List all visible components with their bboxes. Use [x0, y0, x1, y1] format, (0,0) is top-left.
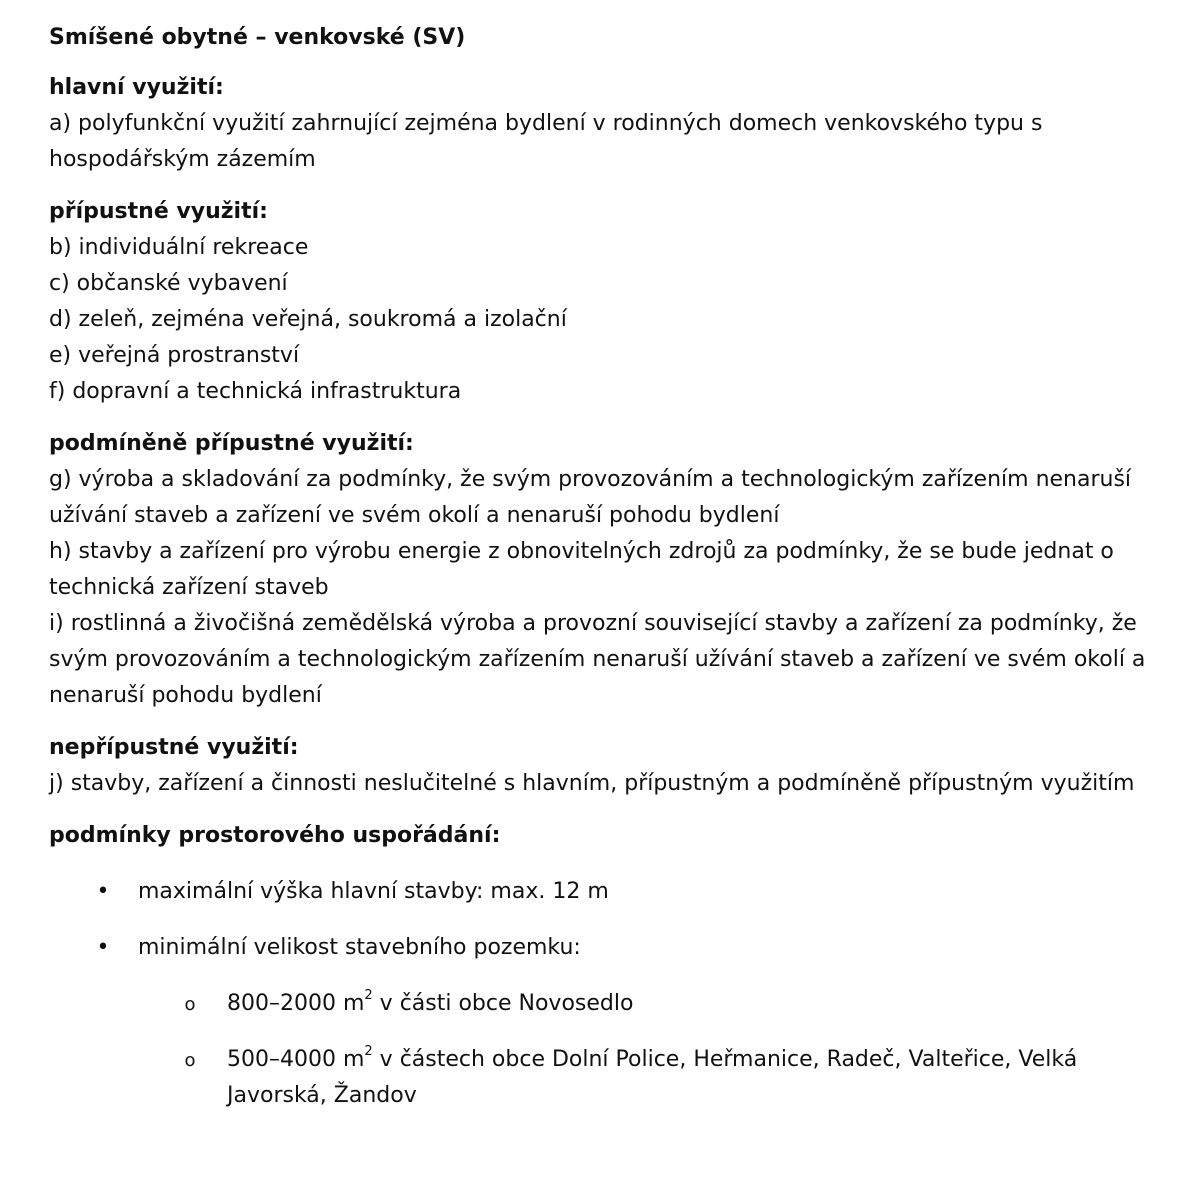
- list-item: [49, 1042, 1178, 1114]
- plot-size-novosedlo-range: 800–2000 m: [227, 991, 365, 1016]
- min-plot-size-text: minimální velikost stavebního pozemku:: [138, 935, 581, 960]
- prohibited-use-item-j: j) stavby, zařízení a činnosti neslučitelné s hlavním, přípustným a podmíněně přípustným využitím: [49, 771, 1135, 796]
- permitted-use-item-e: e) veřejná prostranství: [49, 343, 300, 368]
- square-exponent: 2: [364, 988, 373, 1003]
- permitted-use-item-f: f) dopravní a technická infrastruktura: [49, 379, 462, 404]
- list-item: [49, 874, 1178, 910]
- section-main-use: [49, 70, 1178, 178]
- prohibited-use-heading: nepřípustné využití:: [49, 735, 299, 760]
- conditional-use-item-h: h) stavby a zařízení pro výrobu energie z obnovitelných zdrojů za podmínky, že se bude jednat o technická zařízení staveb: [49, 539, 1114, 600]
- bullet-icon: •: [96, 879, 110, 904]
- permitted-use-item-b: b) individuální rekreace: [49, 235, 309, 260]
- list-item: [49, 930, 1178, 966]
- conditional-use-item-i: i) rostlinná a živočišná zemědělská výroba a provozní související stavby a zařízení za podmínky, že svým provozováním a technologickým zařízením nenaruší užívání staveb a zařízení ve svém okolí a nenaruší pohodu bydlení: [49, 611, 1146, 708]
- circle-bullet-icon: o: [184, 994, 196, 1015]
- spatial-conditions-list: [49, 874, 1178, 966]
- spatial-conditions-heading: podmínky prostorového uspořádání:: [49, 823, 501, 848]
- section-permitted-use: [49, 194, 1178, 410]
- permitted-use-item-d: d) zeleň, zejména veřejná, soukromá a izolační: [49, 307, 567, 332]
- document-title: Smíšené obytné – venkovské (SV): [49, 25, 466, 50]
- plot-size-others-location: v částech obce Dolní Police, Heřmanice, Radeč, Valteřice, Velká Javorská, Žandov: [227, 1047, 1078, 1108]
- section-spatial-conditions: [49, 818, 1178, 1114]
- list-item: [49, 986, 1178, 1022]
- plot-size-others-range: 500–4000 m: [227, 1047, 365, 1072]
- main-use-heading: hlavní využití:: [49, 75, 224, 100]
- section-prohibited-use: [49, 730, 1178, 802]
- conditional-use-heading: podmíněně přípustné využití:: [49, 431, 414, 456]
- permitted-use-item-c: c) občanské vybavení: [49, 271, 288, 296]
- max-height-text: maximální výška hlavní stavby: max. 12 m: [138, 879, 609, 904]
- conditional-use-item-g: g) výroba a skladování za podmínky, že svým provozováním a technologickým zařízením nenaruší užívání staveb a zařízení ve svém okolí a nenaruší pohodu bydlení: [49, 467, 1132, 528]
- section-conditional-use: [49, 426, 1178, 714]
- circle-bullet-icon: o: [184, 1050, 196, 1071]
- plot-size-sublist: [49, 986, 1178, 1114]
- plot-size-novosedlo-location: v části obce Novosedlo: [372, 991, 634, 1016]
- bullet-icon: •: [96, 935, 110, 960]
- permitted-use-heading: přípustné využití:: [49, 199, 268, 224]
- square-exponent: 2: [364, 1044, 373, 1059]
- main-use-item-a: a) polyfunkční využití zahrnující zejména bydlení v rodinných domech venkovského typu s hospodářským zázemím: [49, 111, 1043, 172]
